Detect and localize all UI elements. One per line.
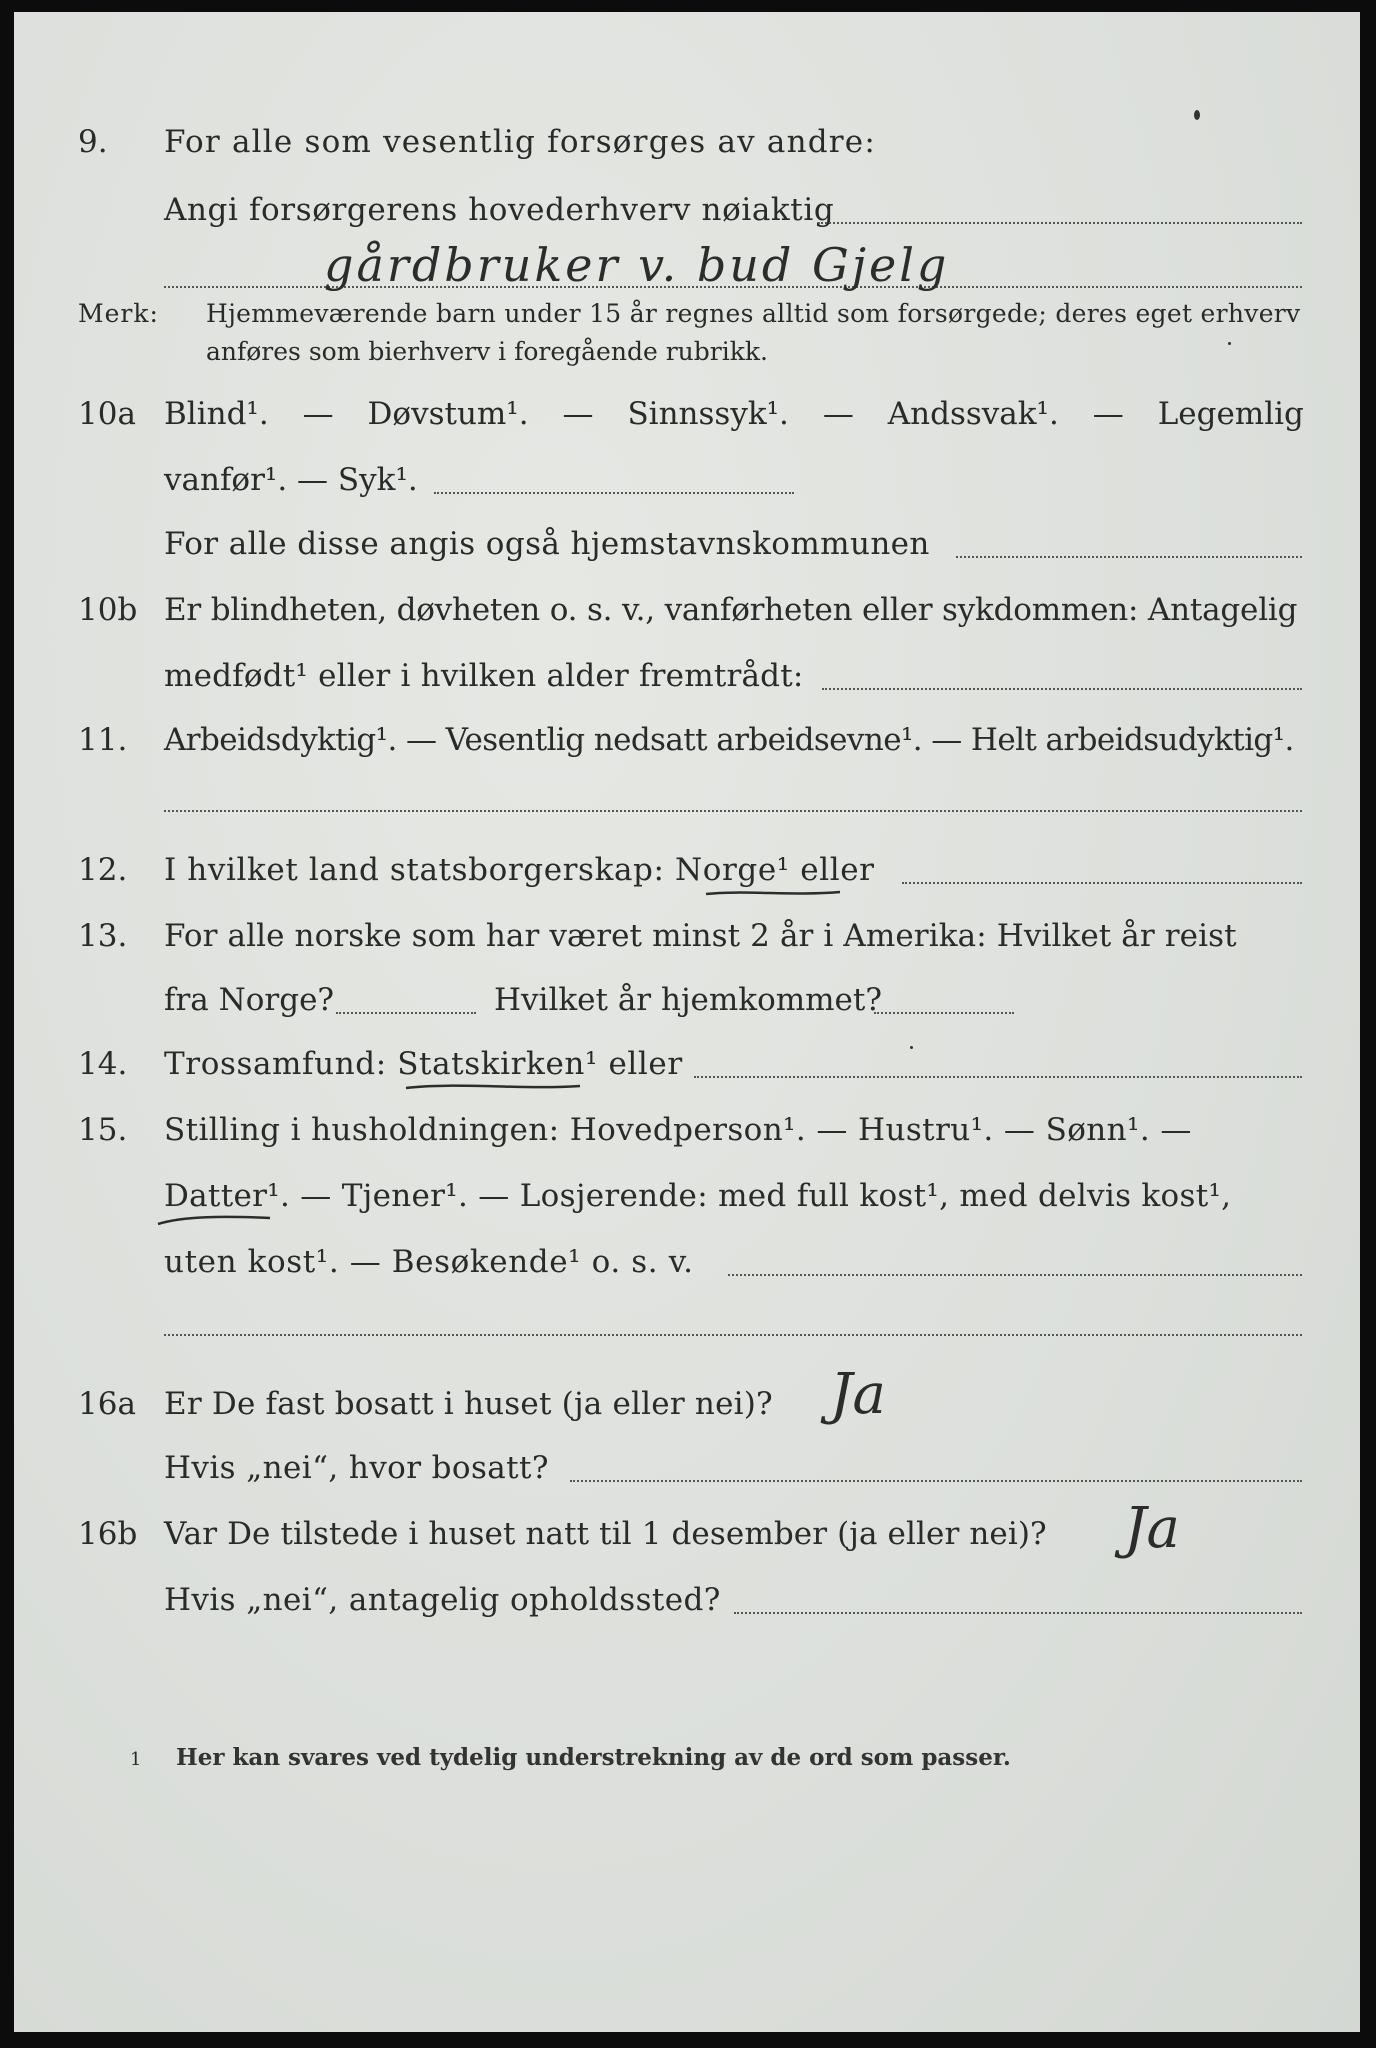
question-9-number: 9. xyxy=(78,124,108,160)
answer-line xyxy=(874,1012,1014,1014)
question-13-text-2a: fra Norge? xyxy=(164,982,335,1018)
question-14-text: Trossamfund: Statskirken¹ eller xyxy=(164,1046,683,1082)
dash: — xyxy=(822,396,854,432)
question-10a-text-3: For alle disse angis også hjemstavnskommunen xyxy=(164,526,930,562)
question-9-text: For alle som vesentlig forsørges av andre: xyxy=(164,124,876,160)
question-15-row xyxy=(14,1102,1360,1158)
question-13-row xyxy=(14,908,1360,964)
handwritten-underline-datter xyxy=(154,1210,274,1230)
question-10b-text: Er blindheten, døvheten o. s. v., vanførheten eller sykdommen: Antagelig xyxy=(164,592,1298,628)
question-14-row xyxy=(14,1036,1360,1092)
question-9-text-2: Angi forsørgerens hovederhverv nøiaktig xyxy=(164,192,835,228)
dash: — xyxy=(302,396,334,432)
question-15-answer-row xyxy=(14,1296,1360,1352)
ink-speck xyxy=(910,1046,913,1049)
question-12-row xyxy=(14,842,1360,898)
answer-line xyxy=(570,1480,1302,1482)
question-13-text: For alle norske som har været minst 2 år i Amerika: Hvilket år reist xyxy=(164,918,1237,954)
question-16b-row-2 xyxy=(14,1572,1360,1628)
handwritten-underline-norge xyxy=(704,886,844,900)
question-15-text-3: uten kost¹. — Besøkende¹ o. s. v. xyxy=(164,1244,694,1280)
question-13-text-2b: Hvilket år hjemkommet? xyxy=(494,982,882,1018)
question-16b-text-2: Hvis „nei“, antagelig opholdssted? xyxy=(164,1582,721,1618)
note-label: Merk: xyxy=(78,299,159,328)
question-9-row-2 xyxy=(14,182,1360,238)
question-16b-row xyxy=(14,1496,1360,1562)
ink-speck xyxy=(1194,110,1200,120)
question-11-answer-row xyxy=(14,772,1360,828)
question-16a-number: 16a xyxy=(78,1386,136,1422)
answer-line xyxy=(336,1012,476,1014)
question-12-number: 12. xyxy=(78,852,128,888)
question-15-text: Stilling i husholdningen: Hovedperson¹. — Hustru¹. — Sønn¹. — xyxy=(164,1112,1192,1148)
answer-line xyxy=(164,1334,1302,1336)
question-11-number: 11. xyxy=(78,722,128,758)
answer-line xyxy=(818,222,1302,224)
question-16a-row-2 xyxy=(14,1440,1360,1496)
answer-line xyxy=(902,882,1302,884)
answer-line xyxy=(164,810,1302,812)
question-13-number: 13. xyxy=(78,918,128,954)
ink-speck xyxy=(1228,342,1231,345)
option-legemlig: Legemlig xyxy=(1157,396,1304,432)
question-15-row-2 xyxy=(14,1168,1360,1224)
question-15-number: 15. xyxy=(78,1112,128,1148)
handwritten-answer: gårdbruker v. bud Gjelg xyxy=(324,238,950,292)
answer-line xyxy=(694,1076,1302,1078)
question-10b-row-2 xyxy=(14,648,1360,704)
note-text-1: Hjemmeværende barn under 15 år regnes alltid som forsørgede; deres eget erhverv xyxy=(206,299,1301,328)
handwritten-answer: Ja xyxy=(1124,1496,1180,1561)
question-9-row xyxy=(14,114,1360,170)
question-10a-row-2 xyxy=(14,452,1360,508)
handwritten-underline-statskirken xyxy=(404,1078,584,1096)
question-13-row-2 xyxy=(14,972,1360,1028)
question-10a-row-3 xyxy=(14,516,1360,572)
answer-line xyxy=(728,1274,1302,1276)
answer-line xyxy=(734,1612,1302,1614)
question-16a-text-2: Hvis „nei“, hvor bosatt? xyxy=(164,1450,549,1486)
question-16b-text: Var De tilstede i huset natt til 1 desember (ja eller nei)? xyxy=(164,1516,1047,1552)
option-dovstum: Døvstum¹. xyxy=(367,396,529,432)
question-14-number: 14. xyxy=(78,1046,128,1082)
question-10a-row xyxy=(14,386,1360,442)
question-10b-number: 10b xyxy=(78,592,138,628)
question-11-row xyxy=(14,712,1360,768)
question-16a-row xyxy=(14,1362,1360,1432)
question-15-text-2: Datter¹. — Tjener¹. — Losjerende: med full kost¹, med delvis kost¹, xyxy=(164,1178,1232,1214)
option-sinnssyk: Sinnssyk¹. xyxy=(627,396,789,432)
dash: — xyxy=(562,396,594,432)
note-text-2: anføres som bierhverv i foregående rubrikk. xyxy=(206,337,768,366)
footnote-mark: 1 xyxy=(130,1749,142,1770)
answer-line xyxy=(956,556,1302,558)
question-10a-text-2: vanfør¹. — Syk¹. xyxy=(164,462,418,498)
footnote-text: Her kan svares ved tydelig understrekning av de ord som passer. xyxy=(176,1744,1011,1771)
question-10a-number: 10a xyxy=(78,396,136,432)
question-12-text: I hvilket land statsborgerskap: Norge¹ eller xyxy=(164,852,875,888)
answer-line xyxy=(434,492,794,494)
answer-line xyxy=(822,688,1302,690)
question-10b-row xyxy=(14,582,1360,638)
question-11-text: Arbeidsdyktig¹. — Vesentlig nedsatt arbeidsevne¹. — Helt arbeidsudyktig¹. xyxy=(164,722,1294,758)
question-16b-number: 16b xyxy=(78,1516,138,1552)
question-15-row-3 xyxy=(14,1234,1360,1290)
dash: — xyxy=(1092,396,1124,432)
question-10a-text xyxy=(164,386,1304,442)
handwritten-answer: Ja xyxy=(830,1362,886,1427)
option-blind: Blind¹. xyxy=(164,396,269,432)
question-16a-text: Er De fast bosatt i huset (ja eller nei)? xyxy=(164,1386,773,1422)
option-andssvak: Andssvak¹. xyxy=(887,396,1059,432)
census-form-page xyxy=(14,12,1360,2032)
question-10b-text-2: medfødt¹ eller i hvilken alder fremtrådt: xyxy=(164,658,804,694)
